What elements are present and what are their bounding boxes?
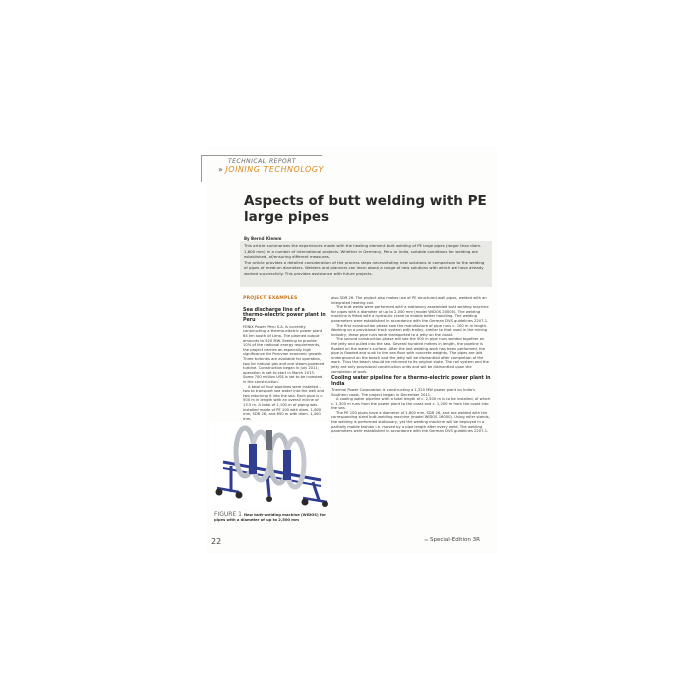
body-paragraph: FENIX Power Peru S.A. is currently constructing a thermo-electric power plant 64 km south of Lima. The planned output amounts to 520 MW. Seeking to provide 10% of the national energy requirements, the project carries an especially high significance for Peruvian economic growth. Three turbines are available for operation, two for natural gas and one steam-powered turbine. Construction began in July 2011; operation is set to start in March 2013. Some 700 million US$ is set to be invested in the construction. xyxy=(243,324,325,384)
article-abstract xyxy=(240,241,492,287)
body-paragraph: A total of four pipelines were installed – two to transport sea water into the well and two returning it into the sea. Each pipe is c. 500 m in length with an overall incline of 13.5 m. A total of 1,100 m of piping was installed made of PE 100 with diam. 1,800 mm, SDR 26, and 650 m with diam. 1,400 mm, xyxy=(243,384,325,421)
page-number: 22 xyxy=(211,537,222,546)
body-paragraph: The PE 100 pipes have a diameter of 1,600 mm, SDR 26, and are welded with the corresponding sized butt-welding machine (model WIDOS 16000). Using roller stands, the welding is performed stationary, yet the welding machine will be deployed in a partially mobile fashion i.e. moved by a pipe length after every weld. The welding parameters were established in accordance with the German DVS guidelines 2207-1. xyxy=(331,410,490,434)
body-paragraph: Thermal Power Corporation is constructing a 1,320 MW power plant on India's Southern coast. The project began in December 2011. xyxy=(331,387,475,397)
figure-label: FIGURE 1 xyxy=(214,511,242,518)
chevron-icon: » xyxy=(218,165,224,174)
abstract-paragraph: The article provides a detailed consideration of the process steps necessitating new solutions in comparison to the welding of pipes of medium diameters. Welders and planners can learn about a range of new solutions with which we have already worked successfully. This provides assistance with future projects. xyxy=(244,259,485,276)
article-byline: By Bernd Klemm xyxy=(244,236,282,241)
subheading-india: Cooling water pipeline for a thermo-electric power plant in India xyxy=(331,376,491,387)
article-title: Aspects of butt welding with PE large pipes xyxy=(244,193,487,225)
left-column xyxy=(243,297,326,421)
magazine-logo-small: 3R xyxy=(424,538,428,542)
wheel-icon xyxy=(322,501,328,507)
body-paragraph: The butt welds were performed with a stationary assembled butt welding machine for pipes with a diameter of up to 2,000 mm (model WIDOS 20000). The welding machine is fitted with a hydraulic crane to enable better handling. The welding parameters were established in accordance with the German DVS guidelines 2207-1. xyxy=(331,305,489,323)
wheel-icon xyxy=(266,496,272,502)
heating-plate xyxy=(266,430,272,450)
body-paragraph: A cooling water pipeline with a total length of c. 2,500 m is to be installed, of which c. 1,300 m runs from the power plant to the coast and c. 1,200 m from the coast into the sea. xyxy=(331,397,491,411)
right-column xyxy=(331,296,491,434)
magazine-name: Special-Edition 3R xyxy=(430,537,480,543)
subheading-peru: Sea discharge line of a thermo-electric power plant in Peru xyxy=(243,307,326,324)
figure-welding-machine-photo xyxy=(209,422,330,508)
wheel-icon xyxy=(236,492,243,499)
figure-caption-text: New butt-welding machine (WIDOS) for pipes with a diameter of up to 2,500 mm xyxy=(214,513,326,522)
footer-magazine xyxy=(424,537,480,543)
abstract-paragraph: This article summarizes the experiences made with the heating element butt welding of PE large pipes (larger than diam. 1,600 mm) in a number of international projects. Whether in Germany, Peru or India, suitable conditions for welding are established, of/ensuring different measures. xyxy=(244,243,482,260)
wheel-icon xyxy=(302,499,309,506)
wheel-icon xyxy=(216,489,223,496)
section-heading-project-examples: PROJECT EXAMPLES xyxy=(243,296,298,301)
rubric-technical-report: TECHNICAL REPORT xyxy=(228,158,297,165)
rubric-joining-technology xyxy=(218,165,324,174)
hydraulic-cylinder xyxy=(283,450,291,480)
body-paragraph: The first construction phase saw the manufacture of pipe runs c. 100 m in length. Working on a provisional track system with trolley, similar to that used in the mining industry, these pipe runs were transported to a jetty on the coast. xyxy=(331,323,488,337)
body-paragraph: also SDR 26. The project also makes use of PE structured-wall pipes, welded with an integrated heating coil. xyxy=(331,296,487,305)
rubric-joining-technology-label: JOINING TECHNOLOGY xyxy=(225,165,324,174)
hydraulic-cylinder xyxy=(249,444,257,474)
figure-caption xyxy=(214,513,329,522)
body-paragraph: The second construction phase will see the 500 m pipe runs welded together on the jetty and pulled into the sea. Several hundred metres in length, the pipeline is floated on the water's surface. After the last welding work has been performed, the pipe is flooded and sunk to the sea floor with concrete weights. The pipes are laid underground on the beach and the jetty will be dismantled after completion of the work. Thus the beach should be returned to its original state. The rail system and the jetty are only provisional construction units and will be dismantled upon the completion of work. xyxy=(331,337,489,374)
